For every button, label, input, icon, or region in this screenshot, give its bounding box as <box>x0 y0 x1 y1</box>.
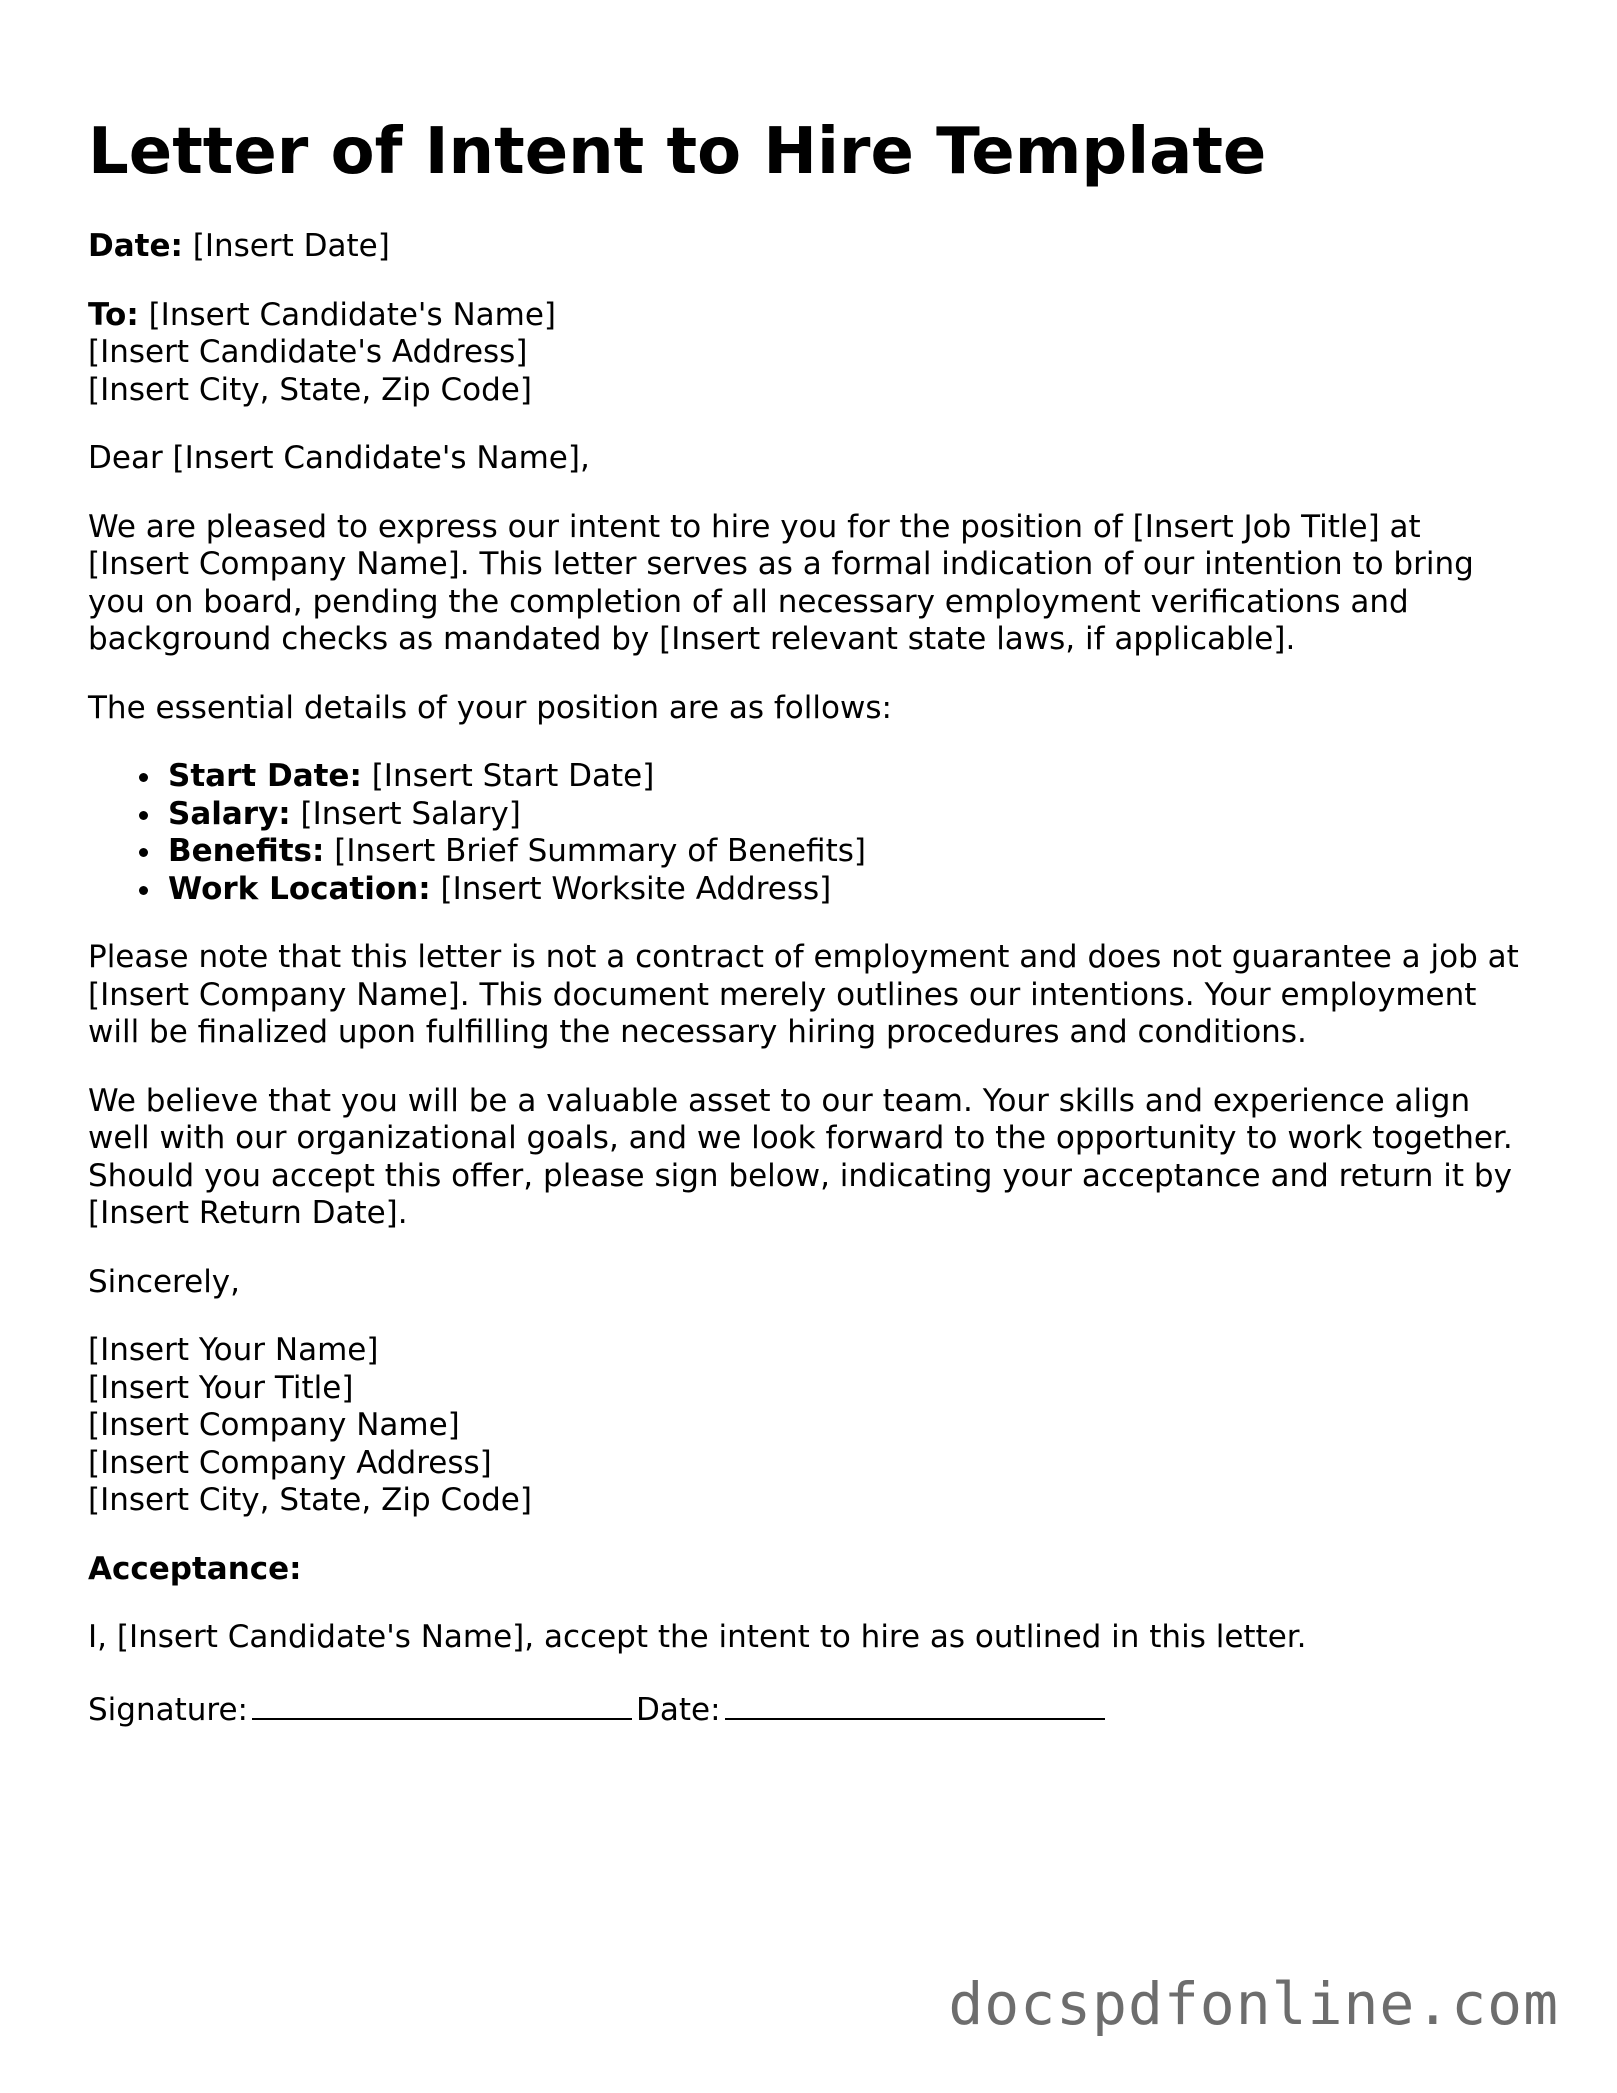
detail-value: [Insert Salary] <box>290 795 521 832</box>
paragraph-believe: We believe that you will be a valuable asset to our team. Your skills and experience align well with our organizational goals, and we look forward to the opportunity to work together. Should you accept this offer, please sign below, indicating your acceptance and return it by [Insert Return Date]. <box>88 1082 1513 1231</box>
detail-label: Work Location: <box>168 870 431 907</box>
signature-date-field[interactable] <box>725 1688 1105 1720</box>
recipient-name: [Insert Candidate's Name] <box>138 296 557 333</box>
detail-label: Salary: <box>168 795 291 832</box>
date-line <box>88 228 1528 266</box>
recipient-label: To: <box>88 296 139 333</box>
paragraph-note: Please note that this letter is not a contract of employment and does not guarantee a job at [Insert Company Name]. This document merely outlines our intentions. Your employment will be finalized upon fulfilling the necessary hiring procedures and conditions. <box>88 939 1519 1050</box>
signature-row <box>88 1688 1528 1730</box>
closing: Sincerely, <box>88 1263 241 1300</box>
detail-label: Benefits: <box>168 833 325 869</box>
recipient-city: [Insert City, State, Zip Code] <box>88 371 532 408</box>
position-details-list <box>88 758 1528 908</box>
watermark: docspdfonline.com <box>948 1970 1559 2038</box>
details-intro: The essential details of your position are as follows: <box>88 689 892 726</box>
signature-field[interactable] <box>252 1688 632 1720</box>
list-item <box>168 871 1528 909</box>
list-item <box>168 833 1528 871</box>
sender-name: [Insert Your Name] <box>88 1332 379 1368</box>
detail-value: [Insert Brief Summary of Benefits] <box>324 833 866 869</box>
acceptance-heading <box>88 1551 1528 1589</box>
acceptance-text: I, [Insert Candidate's Name], accept the intent to hire as outlined in this letter. <box>88 1619 1307 1655</box>
recipient-name-line <box>88 297 1528 335</box>
date-value: [Insert Date] <box>182 228 390 264</box>
salutation: Dear [Insert Candidate's Name], <box>88 440 590 476</box>
recipient-block <box>88 297 1528 410</box>
sender-title: [Insert Your Title] <box>88 1369 354 1406</box>
list-item <box>168 796 1528 834</box>
recipient-address: [Insert Candidate's Address] <box>88 334 528 370</box>
signature-date-label: Date: <box>636 1691 721 1728</box>
acceptance-heading-text: Acceptance: <box>88 1550 302 1587</box>
paragraph-intro: We are pleased to express our intent to hire you for the position of [Insert Job Title] at [Insert Company Name]. This letter serves as a formal indication of our intention to bring you on board, pending the completion of all necessary employment verifications and background checks as mandated by [Insert relevant state laws, if applicable]. <box>88 508 1474 657</box>
list-item <box>168 758 1528 796</box>
sender-address: [Insert Company Address] <box>88 1444 492 1481</box>
sender-block <box>88 1332 1528 1520</box>
page-title: Letter of Intent to Hire Template <box>88 115 1267 189</box>
letter-body <box>88 228 1528 1760</box>
sender-city: [Insert City, State, Zip Code] <box>88 1482 532 1518</box>
date-label: Date: <box>88 228 183 264</box>
detail-label: Start Date: <box>168 758 362 794</box>
detail-value: [Insert Worksite Address] <box>430 870 832 907</box>
signature-label: Signature: <box>88 1691 248 1728</box>
detail-value: [Insert Start Date] <box>361 758 655 794</box>
sender-company: [Insert Company Name] <box>88 1407 460 1443</box>
